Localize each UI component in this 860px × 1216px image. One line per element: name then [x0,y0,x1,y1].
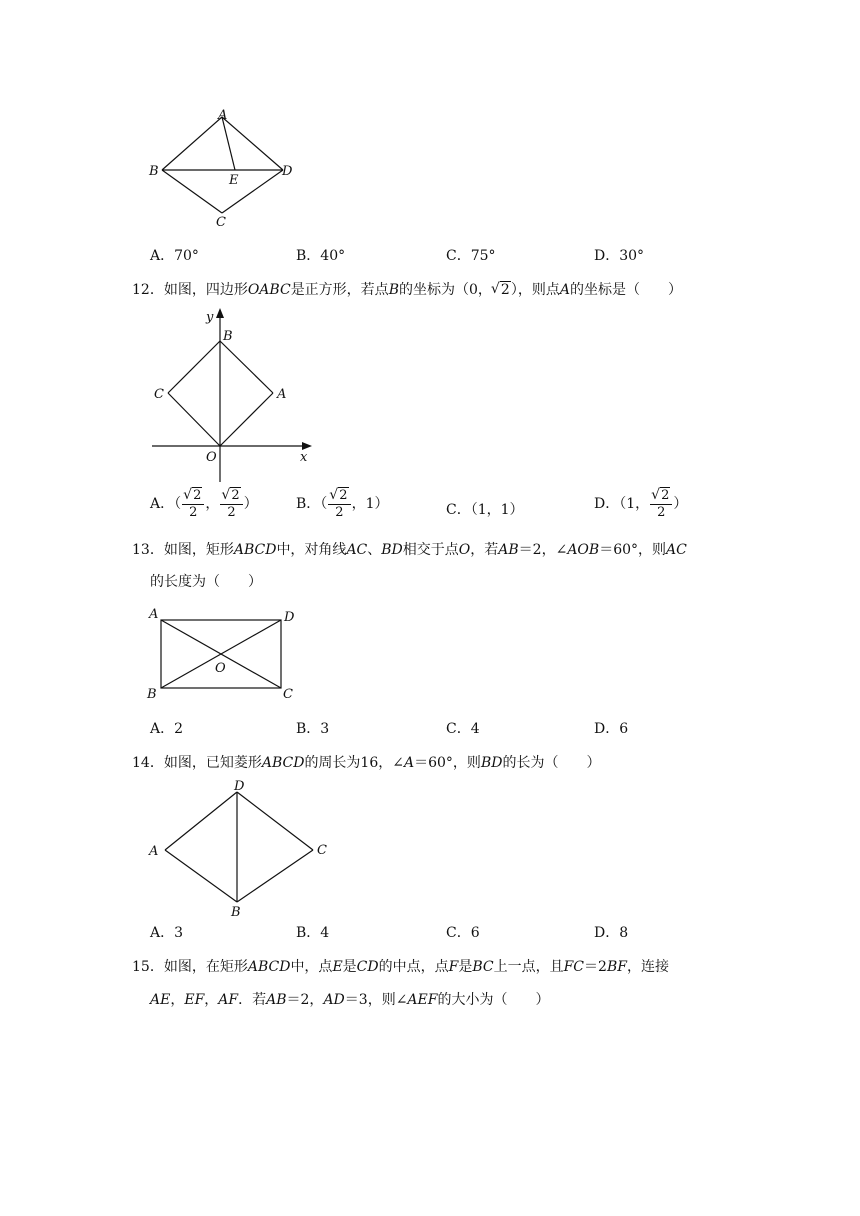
q15-text: ，连接 [626,959,669,975]
q12-option-a-frac1-num: 2 [193,488,202,503]
q13-number: 13． [132,542,164,558]
q12-var: B [388,282,399,298]
q15-text: ＝2 [584,959,607,975]
q13-var: AB [498,542,519,558]
q13-var: BD [381,542,403,558]
q15-var: AE [150,992,171,1008]
q11-label-b: B [149,164,159,179]
q12-option-a-text: ） [243,496,258,512]
q12-label-a: A [277,387,287,402]
q11-option-a: A．70° [150,248,199,264]
q12-figure [148,306,318,486]
q14-text: ＝60°，则 [414,755,481,771]
q12-label-x: x [300,450,308,465]
q15-text: ， [170,992,185,1008]
q12-label-y: y [206,310,214,325]
q12-stem-text: 的坐标是（ ） [569,282,682,298]
q15-var: E [332,959,343,975]
q13-text: 、 [367,542,382,558]
q15-var: AB [266,992,287,1008]
q12-option-a-sep: ， [205,496,220,512]
q14-option-a: A．3 [150,925,184,941]
q13-label-b: B [147,687,157,702]
q13-label-a: A [149,607,159,622]
q15-var: AEF [407,992,438,1008]
q12-option-a-text: A．（ [150,496,182,512]
q14-text: 如图，已知菱形 [163,755,262,771]
q15-var: AD [323,992,345,1008]
q11-option-d: D．30° [594,248,645,264]
q14-number: 14． [132,755,164,771]
q15-text: 是 [342,959,357,975]
q13-option-c: C．4 [446,721,480,737]
q13-text: 中，对角线 [276,542,347,558]
q12-var: A [559,282,570,298]
q12-label-c: C [154,387,164,402]
q11-option-b: B．40° [296,248,346,264]
q12-option-d-frac-den: 2 [657,505,666,520]
q15-var: BF [606,959,627,975]
q12-sqrt-radicand: 2 [500,282,510,298]
q12-option-a [150,488,258,520]
q12-option-a-frac1 [182,488,204,520]
q12-option-d-text: ） [673,496,688,512]
q14-var: A [403,755,415,771]
q13-option-d: D．6 [594,721,629,737]
q12-sqrt [492,280,511,300]
q13-text: 如图，矩形 [163,542,234,558]
q14-label-d: D [234,779,245,794]
q13-var: AOB [567,542,600,558]
q15-text: ＝3，则∠ [344,992,408,1008]
q15-text: 的中点，点 [378,959,449,975]
q13-option-a: A．2 [150,721,184,737]
q13-label-d: D [284,610,295,625]
q12-option-d-frac [650,488,672,520]
q15-text: 中，点 [290,959,333,975]
q12-var: OABC [247,282,291,298]
q12-option-b-frac-num: 2 [339,488,348,503]
q14-label-c: C [317,843,327,858]
q12-option-b [296,488,389,520]
q13-option-b: B．3 [296,721,330,737]
q15-var: AF [218,992,239,1008]
q15-text: 如图，在矩形 [163,959,248,975]
q14-stem [132,753,600,773]
q13-var: AC [666,542,687,558]
q13-stem-line2: 的长度为（ ） [150,574,262,590]
q12-label-o: O [206,450,217,465]
q14-figure [145,776,335,921]
q11-label-d: D [282,164,293,179]
q14-label-b: B [231,905,241,920]
q13-figure [145,604,305,704]
q12-option-a-frac2 [220,488,242,520]
q14-option-d: D．8 [594,925,629,941]
q12-option-b-frac [328,488,350,520]
q15-var: EF [184,992,205,1008]
q12-stem [132,280,682,300]
q15-var: F [448,959,459,975]
q15-stem-line1 [132,957,669,977]
q13-text: 相交于点 [402,542,459,558]
q15-var: CD [356,959,379,975]
q11-figure [140,105,310,230]
q15-stem-line2 [150,990,549,1010]
q14-var: BD [480,755,503,771]
q15-text: ．若 [238,992,267,1008]
q15-text: ＝2， [286,992,324,1008]
q13-label-c: C [283,687,293,702]
q13-text: ＝2，∠ [518,542,568,558]
q12-option-a-frac2-num: 2 [231,488,240,503]
q14-text: 的长为（ ） [502,755,601,771]
q13-label-o: O [215,661,226,676]
q13-text: ＝60°，则 [599,542,667,558]
q12-option-a-frac1-den: 2 [189,505,198,520]
q12-option-d-frac-num: 2 [661,488,670,503]
q12-number: 12． [132,282,164,298]
q14-text: 的周长为16，∠ [304,755,404,771]
q14-var: ABCD [261,755,305,771]
q15-number: 15． [132,959,164,975]
q14-option-c: C．6 [446,925,480,941]
q15-var: FC [563,959,585,975]
q13-var: O [458,542,471,558]
q12-option-d [594,488,687,520]
q12-label-b: B [223,329,233,344]
q12-stem-text: ），则点 [510,282,560,298]
q13-var: AC [346,542,368,558]
q11-label-c: C [216,215,226,230]
q14-option-b: B．4 [296,925,330,941]
q15-text: 的大小为（ ） [437,992,550,1008]
q14-label-a: A [149,844,159,859]
q12-option-b-frac-den: 2 [335,505,344,520]
q15-text: 上一点，且 [493,959,564,975]
q13-text: ，若 [470,542,499,558]
q12-stem-text: 是正方形，若点 [290,282,389,298]
q11-option-c: C．75° [446,248,496,264]
q12-option-d-text: D．（1， [594,496,650,512]
q11-label-a: A [218,108,228,123]
q15-text: 是 [458,959,473,975]
q13-var: ABCD [233,542,277,558]
q12-option-c: C．（1，1） [446,502,524,518]
q15-var: BC [472,959,494,975]
q15-var: ABCD [247,959,291,975]
q11-label-e: E [229,173,239,188]
q12-stem-text: 如图，四边形 [163,282,248,298]
q13-stem-line1 [132,540,687,560]
q15-text: ， [204,992,219,1008]
q12-option-b-text: ，1） [351,496,389,512]
q12-stem-text: 的坐标为（0， [398,282,492,298]
q12-option-b-text: B．（ [296,496,328,512]
q12-option-a-frac2-den: 2 [227,505,236,520]
